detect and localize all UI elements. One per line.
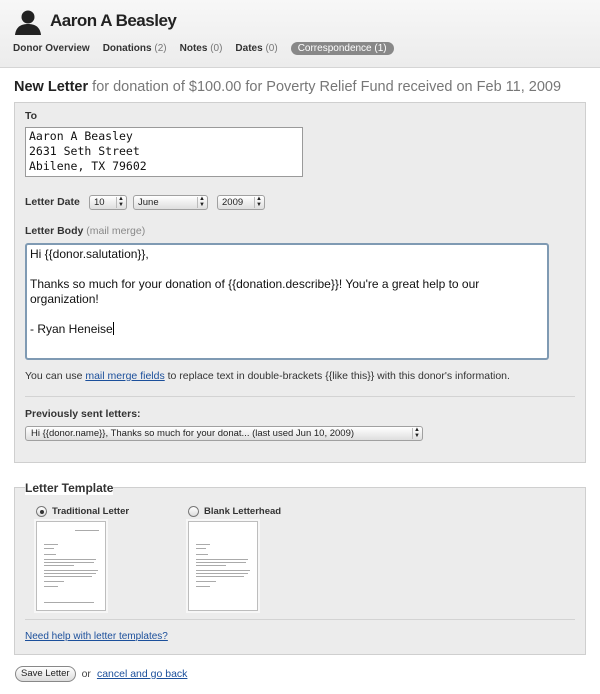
body-line: Hi {{donor.salutation}}, (30, 247, 149, 261)
to-address-textarea[interactable]: Aaron A Beasley 2631 Seth Street Abilene, TX 79602 (25, 127, 303, 177)
letter-body-label-text: Letter Body (25, 225, 84, 237)
template-help-link[interactable]: Need help with letter templates? (25, 631, 168, 642)
or-text: or (81, 668, 91, 680)
help-prefix: You can use (25, 370, 86, 382)
divider (25, 396, 575, 397)
mail-merge-help (25, 370, 510, 382)
previously-sent-label: Previously sent letters: (25, 408, 141, 420)
date-month-value: June (138, 197, 159, 208)
body-line (30, 307, 544, 322)
traditional-letter-thumbnail[interactable] (36, 521, 106, 611)
page-title-bold: New Letter (14, 79, 89, 95)
template-option-label: Traditional Letter (52, 506, 130, 517)
mail-merge-hint: (mail merge) (86, 225, 146, 237)
tab-label: Donations (102, 43, 152, 54)
tab-label: Correspondence (297, 43, 372, 54)
tab-notes[interactable] (180, 43, 223, 54)
letter-body-label (25, 225, 145, 237)
date-month-select[interactable] (133, 195, 208, 210)
date-day-select[interactable] (89, 195, 127, 210)
tab-count: (2) (154, 43, 167, 54)
select-arrows-icon: ▲ ▼ (254, 197, 263, 208)
page-title-detail: for donation of $100.00 for Poverty Relief Fund received on Feb 11, 2009 (88, 79, 562, 95)
cancel-link[interactable]: cancel and go back (96, 668, 188, 680)
letter-template-legend: Letter Template (25, 481, 114, 495)
date-year-value: 2009 (222, 197, 244, 208)
letter-form (14, 102, 586, 463)
divider (25, 619, 575, 620)
select-arrows-icon: ▲ ▼ (116, 197, 125, 208)
tab-label: Dates (235, 43, 263, 54)
tab-count: (0) (265, 43, 278, 54)
page-title (14, 79, 561, 95)
donor-name: Aaron A Beasley (50, 11, 177, 30)
tab-correspondence[interactable] (291, 42, 394, 55)
save-letter-button[interactable]: Save Letter (15, 666, 76, 682)
template-option-traditional[interactable] (36, 506, 129, 517)
template-option-blank-letterhead[interactable] (188, 506, 281, 517)
blank-letterhead-thumbnail[interactable] (188, 521, 258, 611)
previous-letter-value: Hi {{donor.name}}, Thanks so much for your donat... (last used Jun 10, 2009) (31, 428, 355, 439)
form-actions (15, 666, 187, 682)
tab-donations[interactable] (103, 43, 167, 54)
body-line (30, 322, 544, 337)
date-day-value: 10 (94, 197, 105, 208)
template-option-label: Blank Letterhead (204, 506, 282, 517)
tab-dates[interactable] (235, 43, 277, 54)
donor-tabs (13, 42, 407, 55)
help-suffix: to replace text in double-brackets {{like this}} with this donor's information. (164, 370, 510, 382)
person-icon (14, 9, 42, 35)
date-year-select[interactable] (217, 195, 265, 210)
letter-body-textarea[interactable] (25, 243, 549, 360)
select-arrows-icon: ▲ ▼ (412, 428, 421, 439)
previous-letters-select[interactable] (25, 426, 423, 441)
tab-label: Notes (179, 43, 208, 54)
radio-unselected-icon[interactable] (188, 506, 199, 517)
select-arrows-icon: ▲ ▼ (197, 197, 206, 208)
body-line: Thanks so much for your donation of {{donation.describe}}! You're a great help to our organization! (30, 277, 483, 306)
radio-selected-icon[interactable] (36, 506, 47, 517)
letter-template-box (14, 481, 586, 655)
letter-date-label: Letter Date (25, 196, 80, 208)
body-signature: - Ryan Heneise (30, 322, 113, 336)
mail-merge-fields-link[interactable]: mail merge fields (85, 370, 165, 382)
body-line (30, 262, 544, 277)
tab-count: (1) (374, 43, 387, 54)
tab-donor-overview[interactable] (13, 43, 90, 54)
to-label: To (25, 110, 38, 122)
text-cursor (113, 322, 114, 335)
donor-header (0, 0, 600, 68)
tab-label: Donor Overview (13, 43, 90, 54)
tab-count: (0) (210, 43, 223, 54)
